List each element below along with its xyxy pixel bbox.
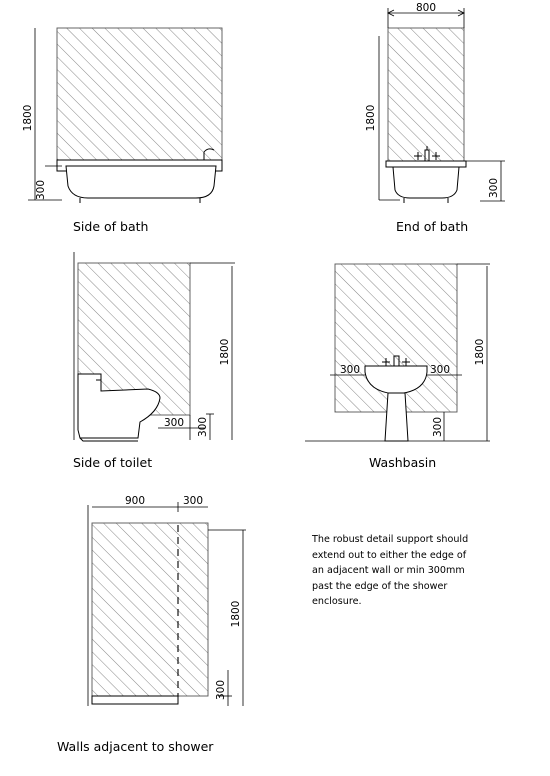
robust-detail-note <box>312 532 512 610</box>
shower-walls-panel <box>57 495 246 754</box>
hatched-wall-area <box>57 28 222 166</box>
note-line: past the edge of the shower <box>312 580 448 592</box>
base-label: 300 <box>35 179 47 201</box>
height-label: 1800 <box>365 104 377 132</box>
height-label: 1800 <box>230 600 242 628</box>
washbasin-panel <box>305 264 490 470</box>
height-label: 1800 <box>22 104 34 132</box>
base-label: 300 <box>197 416 209 438</box>
end-of-bath-panel <box>365 2 505 234</box>
bath-end-icon <box>393 167 459 198</box>
note-line: an adjacent wall or min 300mm <box>312 565 465 576</box>
base-label: 300 <box>488 177 500 199</box>
caption: End of bath <box>396 219 469 234</box>
note-line: enclosure. <box>312 596 362 607</box>
extension-label: 300 <box>182 495 204 507</box>
caption: Side of bath <box>73 219 149 234</box>
extension-label: 300 <box>163 417 185 429</box>
caption: Washbasin <box>369 455 437 470</box>
width-label: 900 <box>124 495 146 507</box>
bath-tub-body-icon <box>66 166 216 198</box>
shower-tray-icon <box>92 696 178 704</box>
basin-pedestal <box>385 393 408 441</box>
caption: Walls adjacent to shower <box>57 739 214 754</box>
height-label: 1800 <box>219 338 231 366</box>
base-label: 300 <box>432 416 444 438</box>
hatched-wall-area <box>92 523 208 696</box>
right-label: 300 <box>429 364 451 376</box>
hatched-wall-area <box>388 28 464 161</box>
left-label: 300 <box>339 364 361 376</box>
base-label: 300 <box>215 679 227 701</box>
width-label: 800 <box>415 2 437 14</box>
caption: Side of toilet <box>73 455 153 470</box>
note-line: The robust detail support should <box>312 534 469 545</box>
height-label: 1800 <box>474 338 486 366</box>
note-line: extend out to either the edge of <box>312 549 467 561</box>
side-of-bath-panel <box>22 28 222 234</box>
side-of-toilet-panel <box>73 252 235 470</box>
